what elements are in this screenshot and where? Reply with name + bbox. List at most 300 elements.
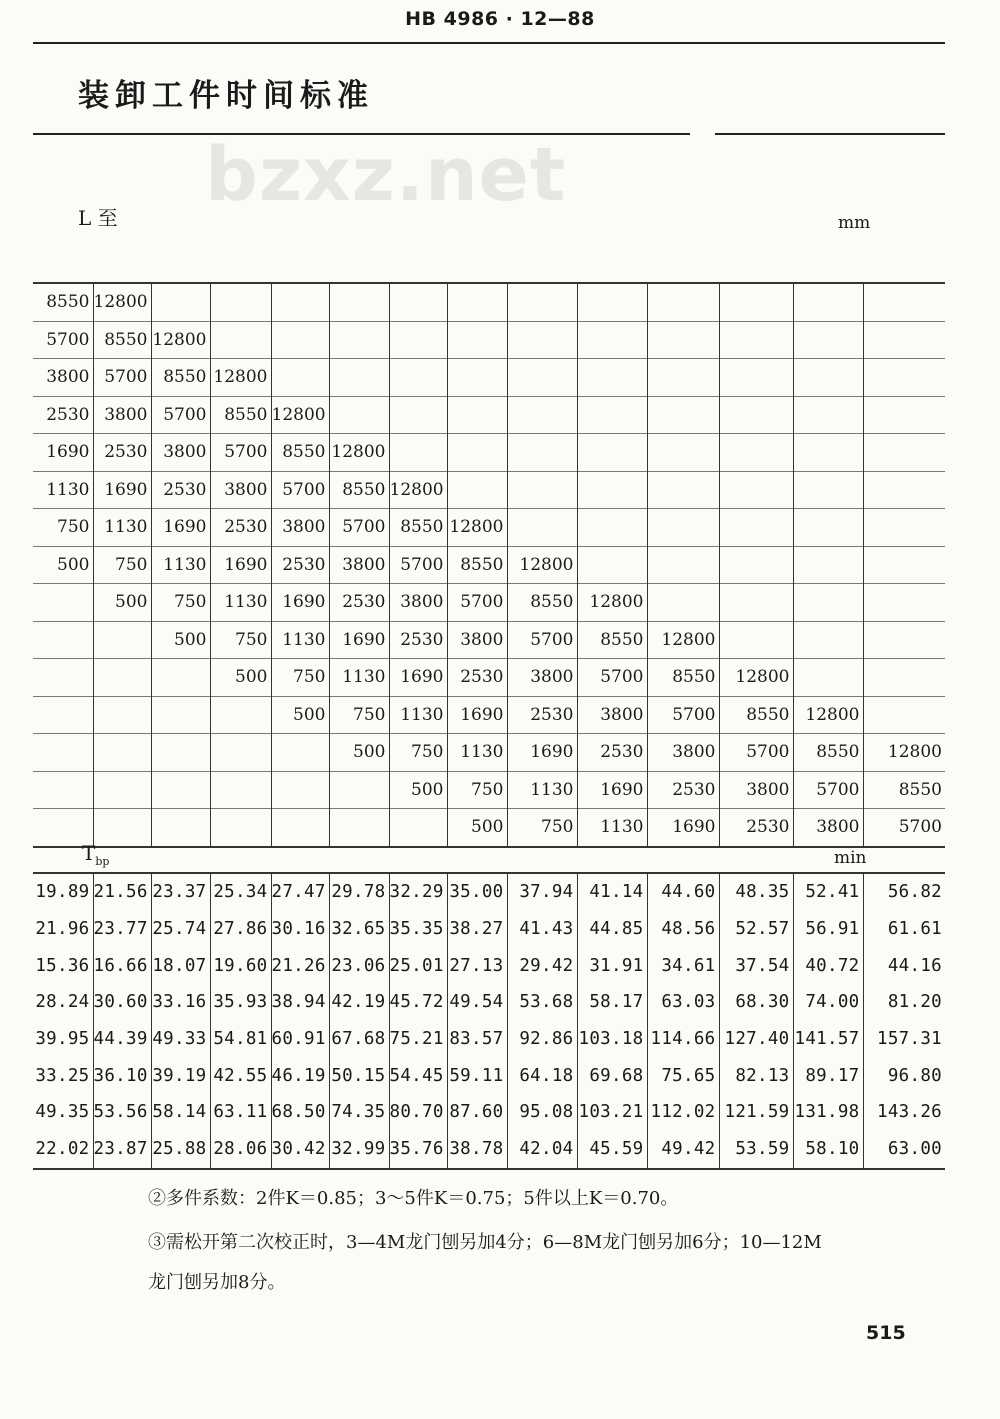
length-row-cell: 2530 — [447, 659, 507, 697]
time-row-cell: 23.06 — [329, 947, 389, 984]
length-row-cell — [863, 584, 945, 622]
length-row-cell: 5700 — [863, 809, 945, 847]
length-row-cell — [151, 696, 210, 734]
time-row-cell: 31.91 — [577, 947, 647, 984]
time-row-cell: 92.86 — [507, 1021, 577, 1058]
length-row-cell — [863, 659, 945, 697]
length-row-cell — [863, 546, 945, 584]
length-row — [33, 584, 945, 622]
length-row-cell: 1130 — [329, 659, 389, 697]
length-row-cell: 8550 — [151, 359, 210, 397]
length-row-cell: 1130 — [507, 771, 577, 809]
length-row-cell: 1690 — [33, 434, 93, 472]
time-row-cell: 28.24 — [33, 984, 93, 1021]
length-row-cell — [647, 396, 719, 434]
time-row-cell: 25.01 — [389, 947, 447, 984]
length-row-cell — [719, 283, 793, 321]
time-row-cell: 61.61 — [887, 919, 942, 940]
header-rule — [33, 42, 945, 44]
time-row-cell: 27.13 — [447, 947, 507, 984]
time-row-cell: 48.56 — [647, 911, 719, 948]
length-row-cell: 1130 — [33, 471, 93, 509]
watermark: bzxz.net — [205, 132, 567, 218]
length-row-cell — [210, 734, 271, 772]
length-row-cell — [863, 434, 945, 472]
length-row-cell — [647, 283, 719, 321]
length-row-cell: 2530 — [329, 584, 389, 622]
time-row-cell: 42.55 — [210, 1057, 271, 1094]
length-row-cell: 750 — [507, 809, 577, 847]
length-row-cell: 8550 — [447, 546, 507, 584]
length-label: L 至 — [78, 206, 118, 230]
length-row-cell — [210, 283, 271, 321]
note-recalibration-line2: 龙门刨另加8分。 — [148, 1272, 286, 1293]
length-row-cell — [93, 621, 151, 659]
time-row-cell: 63.03 — [647, 984, 719, 1021]
length-row-cell — [577, 434, 647, 472]
length-row-cell — [271, 809, 329, 847]
note-multi-piece: ②多件系数：2件K＝0.85；3～5件K＝0.75；5件以上K＝0.70。 — [148, 1188, 679, 1209]
time-row-cell: 39.95 — [33, 1021, 93, 1058]
length-row-cell: 1690 — [210, 546, 271, 584]
length-row-cell — [647, 471, 719, 509]
time-row-cell: 103.18 — [577, 1021, 647, 1058]
length-row-cell — [863, 471, 945, 509]
length-row-cell — [577, 546, 647, 584]
length-row-cell: 8550 — [793, 734, 863, 772]
length-row-cell: 12800 — [577, 584, 647, 622]
time-row-cell: 39.19 — [151, 1057, 210, 1094]
length-row-cell — [33, 734, 93, 772]
length-row-cell — [271, 734, 329, 772]
time-row-cell: 30.16 — [271, 911, 329, 948]
time-row-cell: 21.26 — [271, 947, 329, 984]
time-row-cell: 25.34 — [210, 873, 271, 911]
length-row-cell: 3800 — [329, 546, 389, 584]
length-row-cell — [719, 584, 793, 622]
time-row-cell: 44.39 — [93, 1021, 151, 1058]
length-row-cell — [447, 283, 507, 321]
length-row-cell: 5700 — [329, 509, 389, 547]
time-row-cell: 18.07 — [151, 947, 210, 984]
length-row-cell: 3800 — [507, 659, 577, 697]
length-row-cell: 1690 — [151, 509, 210, 547]
time-row-cell: 42.19 — [329, 984, 389, 1021]
length-row-cell — [719, 621, 793, 659]
time-row-cell: 74.35 — [329, 1094, 389, 1131]
length-row-cell — [719, 471, 793, 509]
length-row-cell: 2530 — [210, 509, 271, 547]
length-row-cell — [210, 771, 271, 809]
time-row-cell: 38.27 — [447, 911, 507, 948]
length-row-cell — [389, 283, 447, 321]
time-row-cell: 95.08 — [507, 1094, 577, 1131]
time-row-cell: 56.91 — [793, 911, 863, 948]
length-row-cell: 12800 — [93, 283, 151, 321]
time-row-cell: 69.68 — [577, 1057, 647, 1094]
time-row-cell: 103.21 — [577, 1094, 647, 1131]
length-row-cell: 8550 — [271, 434, 329, 472]
time-row-cell: 64.18 — [507, 1057, 577, 1094]
time-row-cell: 23.37 — [151, 873, 210, 911]
length-row-cell — [210, 696, 271, 734]
length-row-cell — [793, 584, 863, 622]
time-row-cell: 15.36 — [33, 947, 93, 984]
time-row — [33, 873, 945, 911]
time-unit: min — [834, 848, 867, 868]
time-row-cell: 32.65 — [329, 911, 389, 948]
length-row-cell — [577, 471, 647, 509]
length-row-cell — [577, 509, 647, 547]
time-row-cell: 50.15 — [329, 1057, 389, 1094]
length-row-cell — [93, 734, 151, 772]
time-row-cell: 29.42 — [507, 947, 577, 984]
time-row-cell: 89.17 — [793, 1057, 863, 1094]
length-row-cell — [447, 321, 507, 359]
length-row-cell — [647, 509, 719, 547]
length-row-cell — [93, 659, 151, 697]
time-row-cell: 34.61 — [647, 947, 719, 984]
time-row-cell: 35.00 — [447, 873, 507, 911]
length-row-cell: 12800 — [329, 434, 389, 472]
length-row-cell: 500 — [329, 734, 389, 772]
length-row — [33, 359, 945, 397]
time-row-cell: 121.59 — [719, 1094, 793, 1131]
time-row-cell: 29.78 — [329, 873, 389, 911]
time-row-cell: 37.54 — [719, 947, 793, 984]
length-row-cell: 12800 — [151, 321, 210, 359]
length-row-cell: 2530 — [389, 621, 447, 659]
time-row-cell: 46.19 — [271, 1057, 329, 1094]
length-row-cell: 3800 — [33, 359, 93, 397]
length-row-cell: 3800 — [93, 396, 151, 434]
time-row-cell: 58.10 — [793, 1131, 863, 1169]
length-row-cell: 5700 — [719, 734, 793, 772]
length-row-cell — [210, 809, 271, 847]
length-row-cell: 8550 — [389, 509, 447, 547]
length-row-cell: 3800 — [151, 434, 210, 472]
length-row-cell: 750 — [33, 509, 93, 547]
length-row-cell: 5700 — [447, 584, 507, 622]
length-row-cell — [507, 359, 577, 397]
length-row-cell: 750 — [151, 584, 210, 622]
time-row-cell: 53.68 — [507, 984, 577, 1021]
length-row-cell: 3800 — [389, 584, 447, 622]
time-row-cell: 41.43 — [507, 911, 577, 948]
time-row-cell: 16.66 — [93, 947, 151, 984]
time-row-cell: 82.13 — [719, 1057, 793, 1094]
time-row-cell: 67.68 — [329, 1021, 389, 1058]
time-row-cell: 75.21 — [389, 1021, 447, 1058]
length-row-cell — [719, 546, 793, 584]
length-row-cell — [447, 359, 507, 397]
length-row-cell — [329, 809, 389, 847]
length-row-cell — [389, 809, 447, 847]
length-row-cell — [507, 434, 577, 472]
length-row-cell: 8550 — [863, 771, 945, 809]
length-row-cell: 5700 — [577, 659, 647, 697]
length-row-cell: 1130 — [151, 546, 210, 584]
length-row-cell: 8550 — [577, 621, 647, 659]
length-row-cell: 1690 — [447, 696, 507, 734]
length-row-cell: 2530 — [719, 809, 793, 847]
time-row-cell: 44.16 — [887, 955, 942, 976]
length-row-cell — [271, 283, 329, 321]
length-row-cell — [389, 321, 447, 359]
length-row-cell — [647, 434, 719, 472]
time-row-cell: 33.25 — [33, 1057, 93, 1094]
length-row-cell — [793, 283, 863, 321]
time-label-sub: bp — [95, 855, 110, 868]
time-row-cell: 35.93 — [210, 984, 271, 1021]
time-row-cell: 19.89 — [33, 873, 93, 911]
length-row-cell — [507, 509, 577, 547]
title-rule-right — [715, 133, 945, 135]
length-row-cell: 1690 — [507, 734, 577, 772]
length-row-cell: 2530 — [507, 696, 577, 734]
length-row-cell: 8550 — [93, 321, 151, 359]
length-row-cell — [863, 696, 945, 734]
length-row-cell — [863, 621, 945, 659]
time-label-main: T — [82, 841, 96, 865]
length-row-cell — [33, 696, 93, 734]
length-row-cell — [93, 696, 151, 734]
length-row-cell — [389, 359, 447, 397]
length-row-cell — [647, 321, 719, 359]
length-row-cell: 1130 — [271, 621, 329, 659]
time-row-cell: 131.98 — [793, 1094, 863, 1131]
time-row-cell: 56.82 — [863, 873, 945, 911]
length-row-cell — [329, 321, 389, 359]
time-row-cell: 38.94 — [271, 984, 329, 1021]
length-row-cell — [447, 471, 507, 509]
length-row-cell: 12800 — [389, 471, 447, 509]
length-row-cell: 3800 — [719, 771, 793, 809]
length-row-cell — [793, 546, 863, 584]
length-row-cell: 750 — [210, 621, 271, 659]
time-row-cell: 27.47 — [271, 873, 329, 911]
length-row-cell: 8550 — [507, 584, 577, 622]
length-row-cell — [329, 771, 389, 809]
time-row-cell: 35.76 — [389, 1131, 447, 1169]
length-row-cell — [863, 396, 945, 434]
length-row-cell: 500 — [93, 584, 151, 622]
length-row-cell: 3800 — [271, 509, 329, 547]
time-row-cell: 36.10 — [93, 1057, 151, 1094]
length-row-cell — [507, 283, 577, 321]
time-row-cell: 63.00 — [863, 1131, 945, 1169]
length-row-cell: 1690 — [647, 809, 719, 847]
time-row — [33, 1021, 945, 1058]
length-row-cell: 5700 — [507, 621, 577, 659]
length-row-cell — [719, 509, 793, 547]
length-row-cell: 8550 — [719, 696, 793, 734]
time-row-cell: 52.57 — [719, 911, 793, 948]
length-row-cell — [447, 396, 507, 434]
length-row-cell — [271, 359, 329, 397]
length-row-cell: 12800 — [793, 696, 863, 734]
time-row-cell: 68.30 — [719, 984, 793, 1021]
length-row — [33, 283, 945, 321]
length-row — [33, 659, 945, 697]
length-row — [33, 396, 945, 434]
time-row-cell: 54.45 — [389, 1057, 447, 1094]
time-row-cell: 30.60 — [93, 984, 151, 1021]
length-row-cell: 750 — [329, 696, 389, 734]
length-row-cell — [577, 359, 647, 397]
length-row-cell: 8550 — [210, 396, 271, 434]
length-row-cell: 2530 — [33, 396, 93, 434]
length-row-cell — [793, 509, 863, 547]
time-row-cell: 96.80 — [887, 1065, 942, 1086]
time-row-cell: 60.91 — [271, 1021, 329, 1058]
length-row-cell: 12800 — [271, 396, 329, 434]
length-row-cell — [93, 771, 151, 809]
time-row — [33, 947, 945, 984]
time-row-cell: 44.85 — [577, 911, 647, 948]
time-row-cell: 38.78 — [447, 1131, 507, 1169]
length-row-cell: 1130 — [93, 509, 151, 547]
time-row-cell: 27.86 — [210, 911, 271, 948]
length-row-cell: 1690 — [329, 621, 389, 659]
length-row-cell — [507, 471, 577, 509]
length-row-cell: 1690 — [577, 771, 647, 809]
length-row-cell — [863, 509, 945, 547]
length-table — [33, 282, 945, 848]
length-row-cell — [863, 321, 945, 359]
length-row-cell: 12800 — [647, 621, 719, 659]
length-row — [33, 621, 945, 659]
time-row-cell: 21.96 — [33, 911, 93, 948]
time-row — [33, 1094, 945, 1131]
time-row-cell: 32.99 — [329, 1131, 389, 1169]
length-row-cell: 12800 — [447, 509, 507, 547]
length-row-cell — [271, 321, 329, 359]
length-row-cell: 3800 — [793, 809, 863, 847]
length-row-cell: 5700 — [389, 546, 447, 584]
time-row-cell: 83.57 — [447, 1021, 507, 1058]
length-row-cell — [447, 434, 507, 472]
length-row-cell — [33, 584, 93, 622]
length-row-cell — [151, 809, 210, 847]
length-row-cell: 3800 — [577, 696, 647, 734]
time-row-cell: 52.41 — [793, 873, 863, 911]
length-row — [33, 546, 945, 584]
time-row-cell: 54.81 — [210, 1021, 271, 1058]
length-row-cell — [151, 659, 210, 697]
length-row-cell — [151, 283, 210, 321]
time-row-cell: 37.94 — [507, 873, 577, 911]
length-row-cell: 12800 — [863, 734, 945, 772]
length-row-cell: 5700 — [93, 359, 151, 397]
time-row-cell: 81.20 — [887, 992, 942, 1013]
length-row-cell — [863, 359, 945, 397]
time-row-cell: 143.26 — [876, 1102, 942, 1123]
time-row-cell: 22.02 — [33, 1131, 93, 1169]
length-row-cell — [793, 396, 863, 434]
length-row-cell — [329, 396, 389, 434]
length-row-cell: 2530 — [577, 734, 647, 772]
length-row — [33, 321, 945, 359]
time-row-cell: 48.35 — [719, 873, 793, 911]
length-row-cell: 5700 — [210, 434, 271, 472]
length-row — [33, 509, 945, 547]
time-row-cell: 157.31 — [876, 1029, 942, 1050]
length-row-cell — [793, 434, 863, 472]
length-row-cell: 1130 — [577, 809, 647, 847]
length-row-cell: 5700 — [33, 321, 93, 359]
length-row-cell — [151, 771, 210, 809]
time-row-cell: 28.06 — [210, 1131, 271, 1169]
length-row — [33, 434, 945, 472]
length-row-cell — [577, 283, 647, 321]
time-row-cell: 87.60 — [447, 1094, 507, 1131]
length-row-cell — [389, 396, 447, 434]
length-row-cell — [793, 621, 863, 659]
time-row-cell: 74.00 — [793, 984, 863, 1021]
length-row-cell: 1130 — [210, 584, 271, 622]
length-row-cell: 8550 — [33, 283, 93, 321]
length-row-cell — [719, 321, 793, 359]
length-row-cell — [793, 659, 863, 697]
time-table — [33, 872, 945, 1170]
time-row-cell: 44.60 — [647, 873, 719, 911]
length-row-cell: 2530 — [93, 434, 151, 472]
length-row-cell: 500 — [447, 809, 507, 847]
time-row-cell: 45.59 — [577, 1131, 647, 1169]
page-title: 装卸工件时间标准 — [78, 78, 374, 114]
time-row-cell: 41.14 — [577, 873, 647, 911]
length-row-cell — [507, 396, 577, 434]
length-row-cell: 12800 — [719, 659, 793, 697]
time-row — [33, 1057, 945, 1094]
time-row-cell: 42.04 — [507, 1131, 577, 1169]
length-row-cell: 1690 — [389, 659, 447, 697]
length-row-cell: 500 — [271, 696, 329, 734]
time-row-cell: 40.72 — [793, 947, 863, 984]
length-row-cell — [719, 396, 793, 434]
length-row-cell: 2530 — [271, 546, 329, 584]
time-row-cell: 53.59 — [719, 1131, 793, 1169]
time-row-cell: 32.29 — [389, 873, 447, 911]
time-row-cell: 49.54 — [447, 984, 507, 1021]
time-row-cell: 68.50 — [271, 1094, 329, 1131]
length-row-cell: 750 — [271, 659, 329, 697]
time-row-cell: 114.66 — [647, 1021, 719, 1058]
time-row-cell: 45.72 — [389, 984, 447, 1021]
length-row-cell: 1690 — [271, 584, 329, 622]
length-row-cell — [719, 359, 793, 397]
length-row-cell: 5700 — [271, 471, 329, 509]
length-row-cell: 3800 — [647, 734, 719, 772]
length-row-cell — [329, 359, 389, 397]
time-row — [33, 911, 945, 948]
length-row-cell: 2530 — [647, 771, 719, 809]
time-row-cell: 127.40 — [719, 1021, 793, 1058]
length-row-cell: 750 — [447, 771, 507, 809]
length-row — [33, 809, 945, 847]
length-row-cell — [389, 434, 447, 472]
time-row-cell: 21.56 — [93, 873, 151, 911]
length-row-cell — [863, 283, 945, 321]
length-unit: mm — [838, 213, 871, 233]
length-row-cell: 500 — [33, 546, 93, 584]
length-row-cell: 5700 — [151, 396, 210, 434]
length-row-cell: 12800 — [210, 359, 271, 397]
length-row — [33, 471, 945, 509]
time-row-cell: 23.77 — [93, 911, 151, 948]
time-row-cell: 25.74 — [151, 911, 210, 948]
